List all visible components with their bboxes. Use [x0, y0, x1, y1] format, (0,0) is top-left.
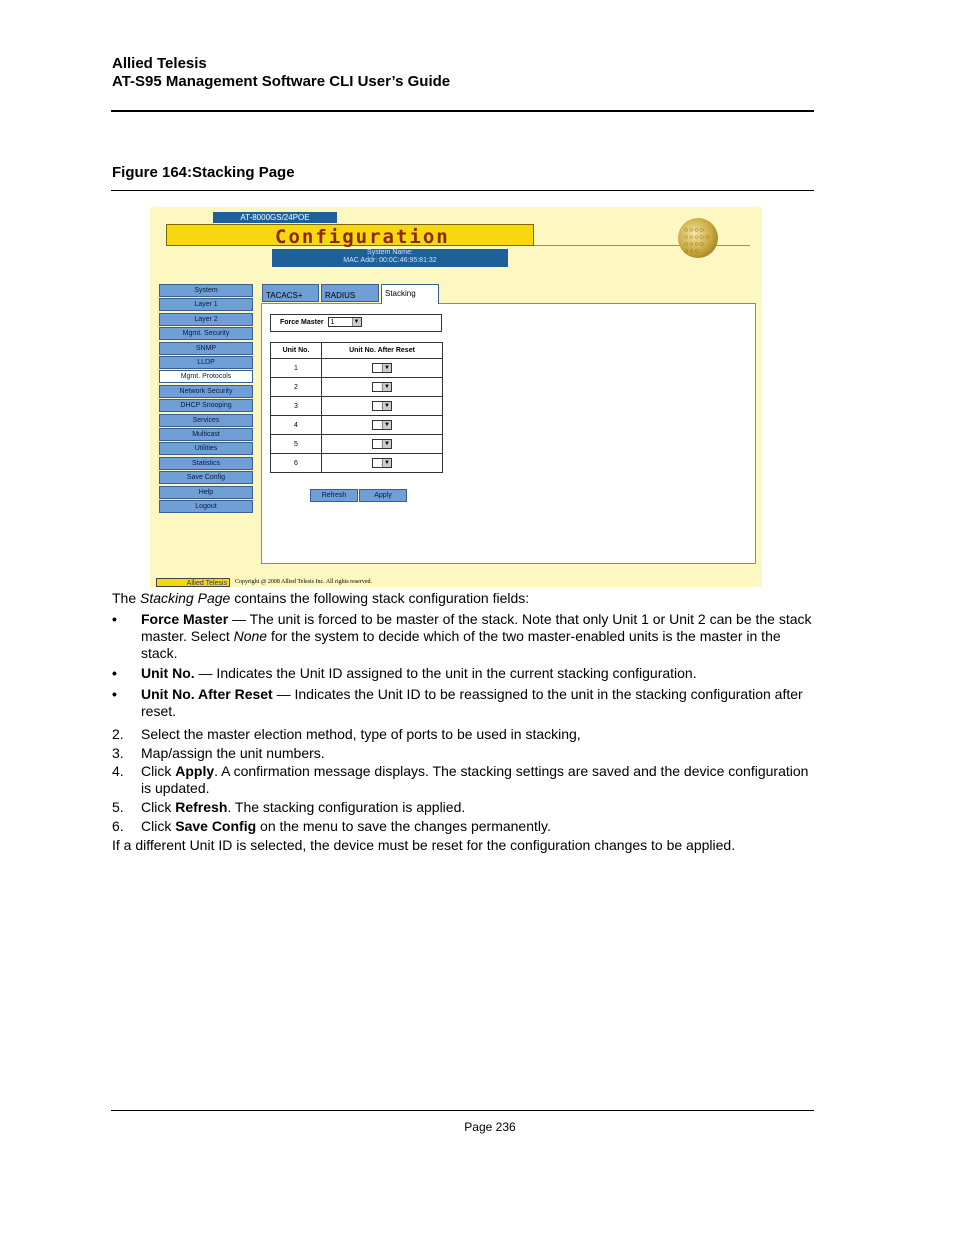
unit-no-header: Unit No.: [271, 343, 322, 359]
tab-radius[interactable]: RADIUS: [321, 284, 379, 302]
menu-item-multicast[interactable]: Multicast: [159, 428, 253, 441]
allied-telesis-logo: Allied Telesis: [156, 578, 230, 587]
menu-item-system[interactable]: System: [159, 284, 253, 297]
menu-item-dhcp-snooping[interactable]: DHCP Snooping: [159, 399, 253, 412]
intro-em: Stacking Page: [140, 590, 231, 606]
step-text-post: . The stacking configuration is applied.: [227, 799, 466, 815]
bullet-text: — Indicates the Unit ID to be reassigned to the unit in the stacking configuration after reset.: [141, 686, 803, 719]
chevron-down-icon: ▼: [382, 364, 391, 372]
step-text: Click: [141, 818, 176, 834]
menu-item-logout[interactable]: Logout: [159, 500, 253, 513]
bullet-dot: •: [112, 686, 117, 702]
stacking-page-screenshot: [150, 207, 762, 587]
step-number: 3.: [112, 745, 124, 761]
menu-item-mgmt-security[interactable]: Mgmt. Security: [159, 327, 253, 340]
table-row: [271, 454, 443, 473]
menu-item-save-config[interactable]: Save Config: [159, 471, 253, 484]
tab-tacacs[interactable]: TACACS+: [262, 284, 319, 302]
chevron-down-icon: ▼: [352, 318, 361, 326]
intro-pre: The: [112, 590, 141, 606]
table-row: [271, 397, 443, 416]
unit-no-cell: 1: [271, 359, 322, 378]
step-text: Map/assign the unit numbers.: [141, 745, 325, 761]
menu-item-utilities[interactable]: Utilities: [159, 442, 253, 455]
step-6: [112, 818, 814, 835]
bullet-dot: •: [112, 665, 117, 681]
table-row: [271, 378, 443, 397]
banner-line: [534, 245, 750, 246]
bullet-em: None: [233, 628, 268, 644]
menu-item-statistics[interactable]: Statistics: [159, 457, 253, 470]
unit-after-reset-cell: [322, 454, 443, 473]
intro-paragraph: [112, 590, 814, 607]
chevron-down-icon: ▼: [382, 383, 391, 391]
unit-table: [270, 342, 443, 473]
chevron-down-icon: ▼: [382, 402, 391, 410]
bullet-unit-no: [112, 665, 814, 682]
step-number: 6.: [112, 818, 124, 834]
table-row: [271, 435, 443, 454]
unit-after-reset-cell: [322, 397, 443, 416]
chevron-down-icon: ▼: [382, 459, 391, 467]
unit-after-reset-select[interactable]: [372, 401, 392, 411]
figure-caption: Figure 164:Stacking Page: [112, 164, 295, 181]
table-row: [271, 416, 443, 435]
step-number: 5.: [112, 799, 124, 815]
bullet-text: — The unit is forced to be master of the stack. Note that only Unit 1 or Unit 2 can be the stack master. Select: [141, 611, 812, 644]
chevron-down-icon: ▼: [382, 421, 391, 429]
globe-pattern: ○○○○ ○○○○○ ○○○○ ○○○: [684, 227, 711, 255]
menu-item-layer-1[interactable]: Layer 1: [159, 298, 253, 311]
bullet-term: Force Master: [141, 611, 229, 627]
bullet-text: — Indicates the Unit ID assigned to the unit in the current stacking configuration.: [194, 665, 697, 681]
refresh-button[interactable]: Refresh: [310, 489, 358, 502]
menu-item-lldp[interactable]: LLDP: [159, 356, 253, 369]
force-master-select[interactable]: [328, 317, 362, 327]
intro-post: contains the following stack configuration fields:: [230, 590, 530, 606]
unit-no-cell: 3: [271, 397, 322, 416]
menu-item-snmp[interactable]: SNMP: [159, 342, 253, 355]
model-tab: AT-8000GS/24POE: [213, 212, 337, 223]
unit-after-reset-cell: [322, 416, 443, 435]
bullet-force-master: [112, 611, 814, 662]
copyright-text: Copyright @ 2008 Allied Telesis Inc. All rights reserved.: [235, 579, 372, 585]
unit-no-cell: 2: [271, 378, 322, 397]
force-master-value: 1: [330, 319, 335, 327]
menu-item-help[interactable]: Help: [159, 486, 253, 499]
step-3: [112, 745, 814, 762]
bullet-term: Unit No. After Reset: [141, 686, 273, 702]
mac-address: MAC Addr: 00:0C:46:95:81:32: [343, 257, 437, 264]
menu-item-services[interactable]: Services: [159, 414, 253, 427]
unit-no-cell: 5: [271, 435, 322, 454]
unit-no-cell: 4: [271, 416, 322, 435]
unit-after-reset-cell: [322, 378, 443, 397]
step-2: [112, 726, 814, 743]
system-info: [272, 249, 508, 267]
company-name: Allied Telesis: [112, 55, 207, 72]
force-master-label: Force Master: [280, 319, 324, 326]
step-4: [112, 763, 814, 797]
table-row: [271, 359, 443, 378]
system-name-label: System Name:: [367, 249, 413, 256]
unit-after-reset-select[interactable]: [372, 382, 392, 392]
apply-button[interactable]: Apply: [359, 489, 407, 502]
unit-after-reset-cell: [322, 359, 443, 378]
step-bold: Refresh: [175, 799, 228, 815]
step-bold: Save Config: [175, 818, 257, 834]
guide-title: AT-S95 Management Software CLI User’s Guide: [112, 73, 451, 90]
unit-after-reset-select[interactable]: [372, 363, 392, 373]
unit-after-reset-select[interactable]: [372, 439, 392, 449]
closing-paragraph: If a different Unit ID is selected, the device must be reset for the configuration changes to be applied.: [112, 837, 736, 853]
unit-after-reset-select[interactable]: [372, 458, 392, 468]
step-number: 4.: [112, 763, 124, 779]
footer-rule: [111, 1110, 814, 1111]
caption-rule: [111, 190, 814, 191]
bullet-dot: •: [112, 611, 117, 627]
bullet-unit-after-reset: [112, 686, 814, 720]
step-text-post: . A confirmation message displays. The stacking settings are saved and the device configuration is updated.: [141, 763, 809, 796]
tab-stacking[interactable]: Stacking: [381, 284, 439, 304]
unit-no-cell: 6: [271, 454, 322, 473]
unit-after-reset-cell: [322, 435, 443, 454]
menu-item-network-security[interactable]: Network Security: [159, 385, 253, 398]
step-text: Click: [141, 799, 176, 815]
step-text-post: on the menu to save the changes permanently.: [256, 818, 551, 834]
step-5: [112, 799, 814, 816]
step-text: Click: [141, 763, 176, 779]
unit-after-reset-header: Unit No. After Reset: [322, 343, 443, 359]
header-rule: [111, 110, 814, 112]
bullet-term: Unit No.: [141, 665, 195, 681]
menu-item-layer-2[interactable]: Layer 2: [159, 313, 253, 326]
bullet-text-post: for the system to decide which of the two master-enabled units is the master in the stack.: [141, 628, 781, 661]
page-title: Configuration: [275, 226, 450, 248]
unit-after-reset-select[interactable]: [372, 420, 392, 430]
step-bold: Apply: [175, 763, 215, 779]
chevron-down-icon: ▼: [382, 440, 391, 448]
force-master-row: [270, 314, 442, 332]
step-text: Select the master election method, type of ports to be used in stacking,: [141, 726, 581, 742]
step-number: 2.: [112, 726, 124, 742]
page-number: Page 236: [464, 1120, 516, 1134]
menu-item-mgmt-protocols[interactable]: Mgmt. Protocols: [159, 370, 253, 383]
